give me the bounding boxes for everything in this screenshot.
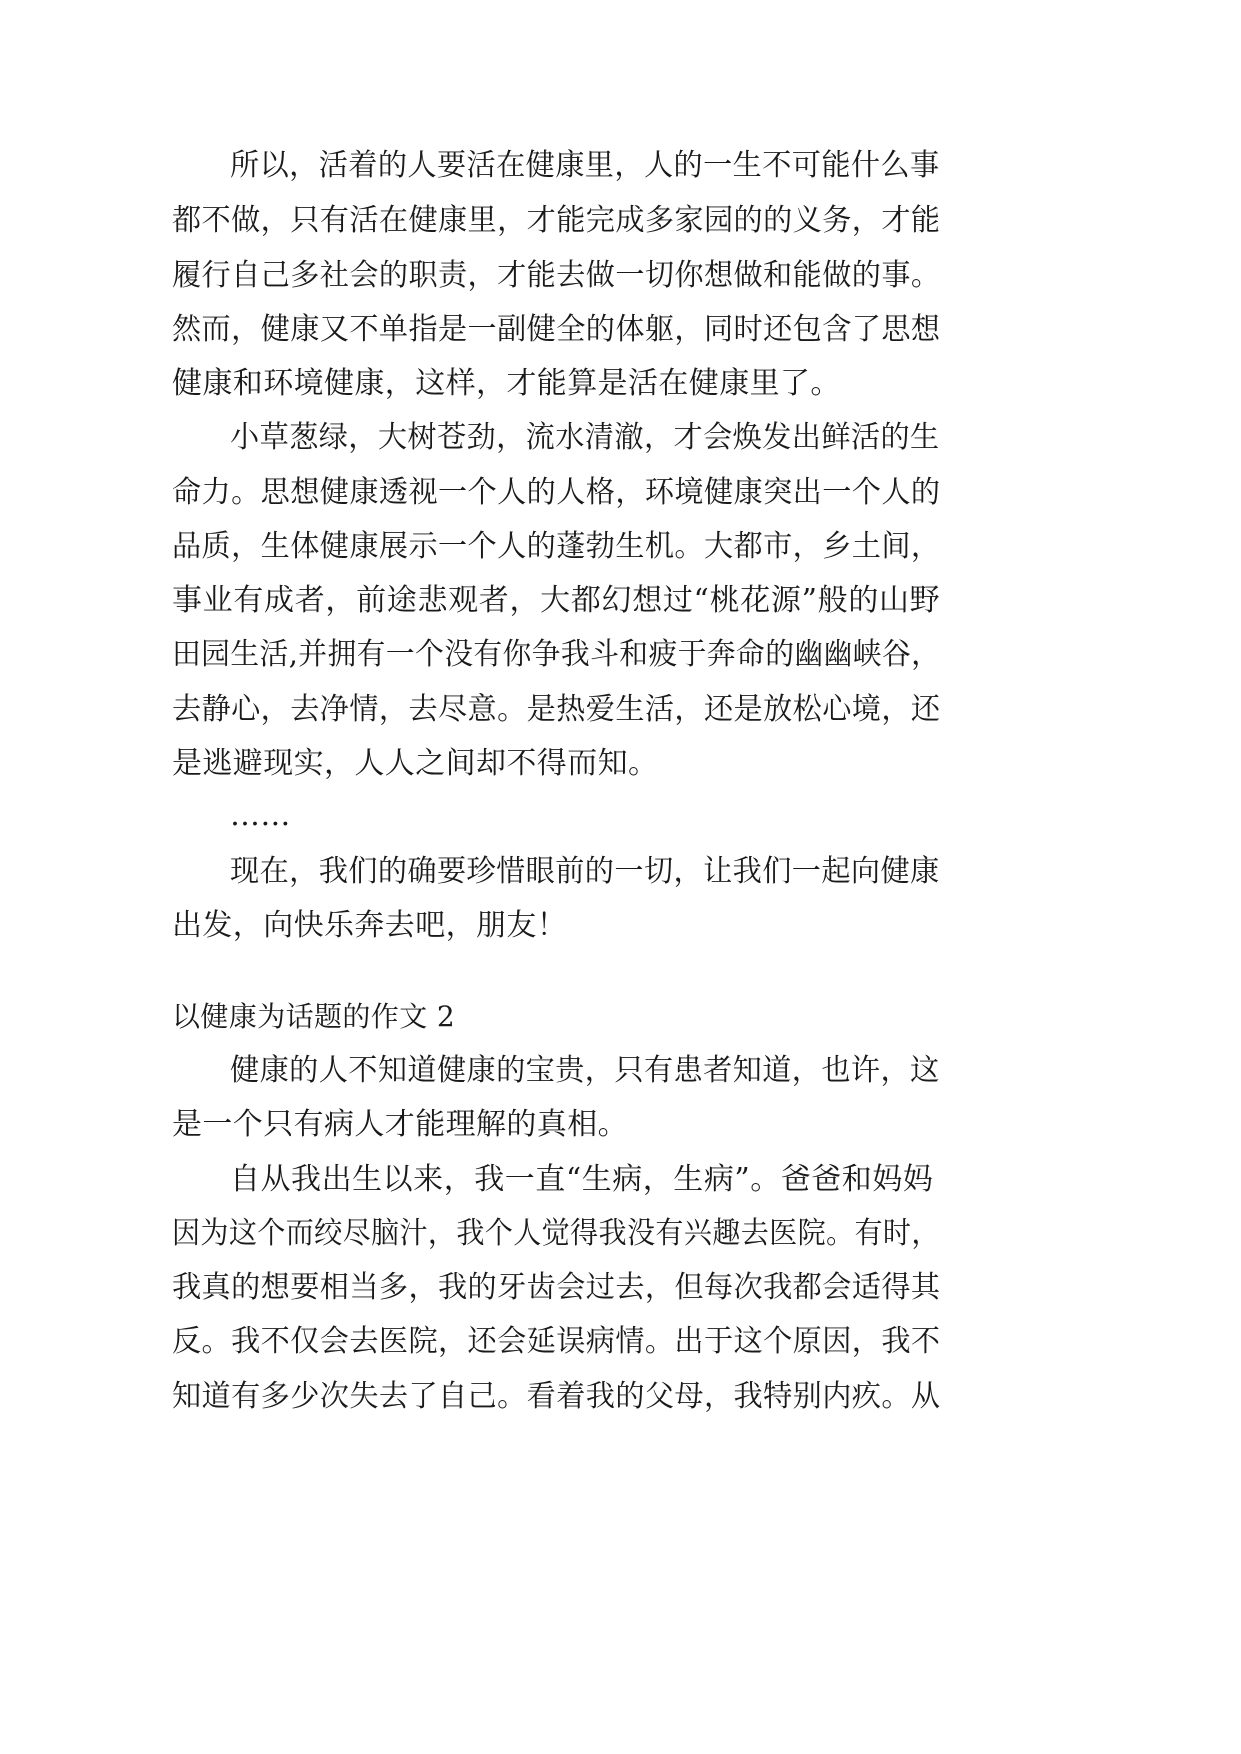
text-line: 我真的想要相当多，我的牙齿会过去，但每次我都会适得其 xyxy=(172,1270,941,1305)
text-line: 事业有成者，前途悲观者，大都幻想过“桃花源”般的山野 xyxy=(172,583,941,618)
text-line: 出发，向快乐奔去吧，朋友！ xyxy=(172,908,568,943)
text-line: 自从我出生以来，我一直“生病，生病”。爸爸和妈妈 xyxy=(230,1162,934,1197)
text-line: 现在，我们的确要珍惜眼前的一切，让我们一起向健康 xyxy=(230,854,940,889)
text-line: 反。我不仅会去医院，还会延误病情。出于这个原因，我不 xyxy=(172,1324,941,1359)
ellipsis-line: …… xyxy=(230,798,291,833)
text-line: 是逃避现实，人人之间却不得而知。 xyxy=(172,746,659,781)
text-line: 都不做，只有活在健康里，才能完成多家园的的义务，才能 xyxy=(172,203,941,238)
text-line: 因为这个而绞尽脑汁，我个人觉得我没有兴趣去医院。有时， xyxy=(172,1216,940,1251)
text-line: 知道有多少次失去了自己。看着我的父母，我特别内疚。从 xyxy=(172,1379,941,1414)
section-heading: 以健康为话题的作文 2 xyxy=(172,1000,456,1033)
text-line: 所以，活着的人要活在健康里，人的一生不可能什么事 xyxy=(230,148,940,183)
text-line: 田园生活,并拥有一个没有你争我斗和疲于奔命的幽幽峡谷， xyxy=(172,637,941,672)
text-line: 品质，生体健康展示一个人的蓬勃生机。大都市，乡土间， xyxy=(172,529,941,564)
text-line: 健康和环境健康，这样，才能算是活在健康里了。 xyxy=(172,366,841,401)
text-line: 去静心，去净情，去尽意。是热爱生活，还是放松心境，还 xyxy=(172,692,941,727)
text-line: 履行自己多社会的职责，才能去做一切你想做和能做的事。 xyxy=(172,258,941,293)
text-line: 命力。思想健康透视一个人的人格，环境健康突出一个人的 xyxy=(172,475,941,510)
text-line: 小草葱绿，大树苍劲，流水清澈，才会焕发出鲜活的生 xyxy=(230,420,940,455)
text-line: 健康的人不知道健康的宝贵，只有患者知道，也许，这 xyxy=(230,1053,940,1088)
text-line: 是一个只有病人才能理解的真相。 xyxy=(172,1107,628,1142)
text-line: 然而，健康又不单指是一副健全的体躯，同时还包含了思想 xyxy=(172,312,941,347)
